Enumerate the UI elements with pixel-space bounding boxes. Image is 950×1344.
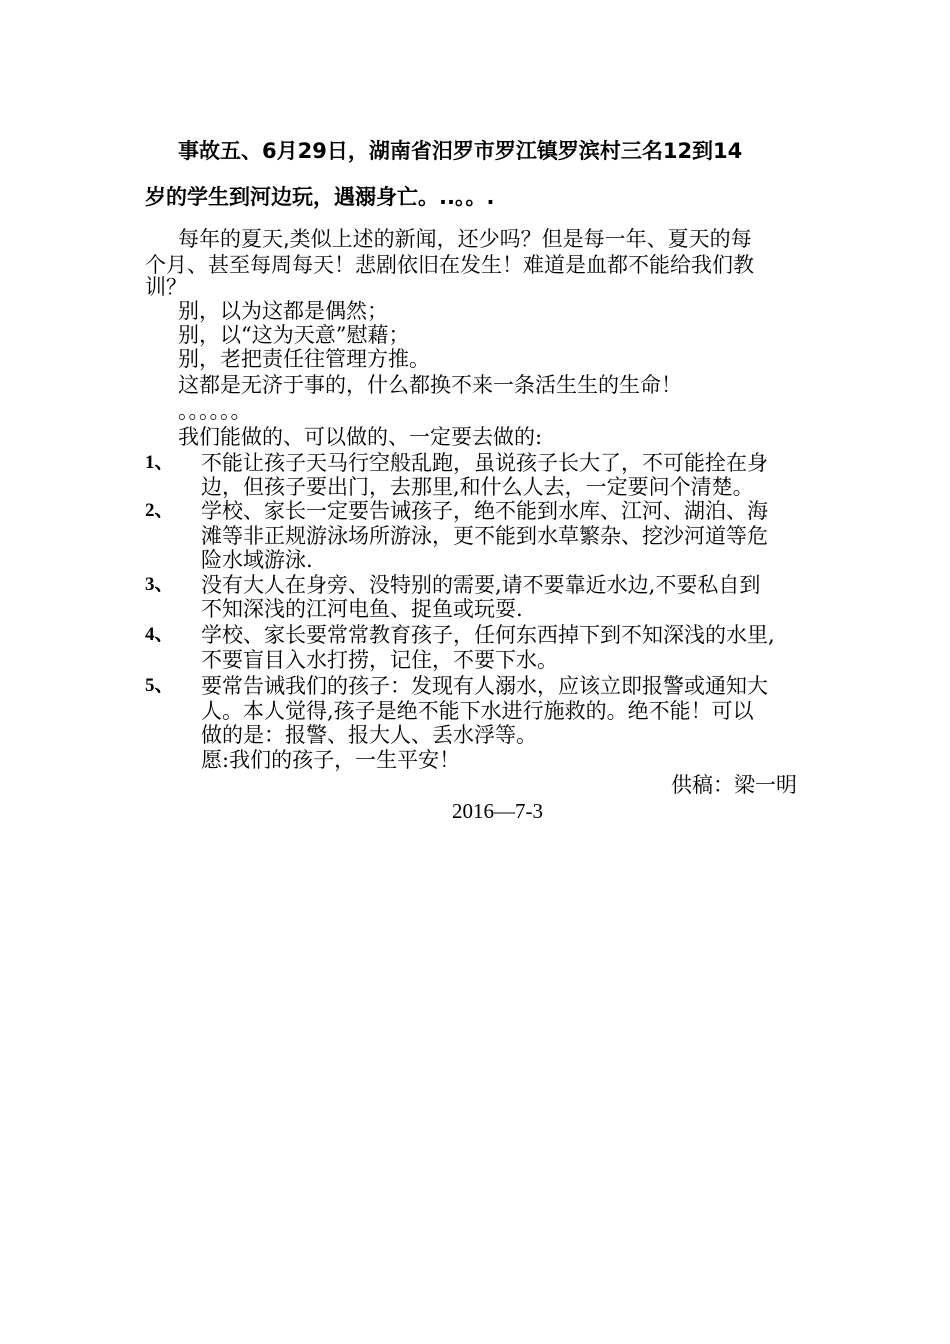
list-item-line: 不要盲目入水打捞，记住，不要下水。: [201, 648, 558, 672]
list-item-line: 学校、家长要常常教育孩子，任何东西掉下到不知深浅的水里,: [201, 623, 775, 647]
list-item-line: 险水域游泳.: [201, 548, 313, 572]
list-item-line: 滩等非正规游泳场所游泳，更不能到水草繁杂、挖沙河道等危: [201, 524, 768, 548]
list-number: 1、: [145, 452, 174, 473]
ellipsis-line: 。。。。。。: [178, 399, 252, 423]
warning-line: 别，以“这为天意”慰藉；: [178, 323, 410, 347]
warning-line: 别，以为这都是偶然；: [178, 299, 388, 323]
list-item-line: 没有大人在身旁、没特别的需要,请不要靠近水边,不要私自到: [201, 573, 761, 597]
list-number: 5、: [145, 675, 174, 696]
list-item-line: 边，但孩子要出门，去那里,和什么人去，一定要问个清楚。: [201, 475, 754, 499]
list-item-line: 不知深浅的江河电鱼、捉鱼或玩耍.: [201, 597, 523, 621]
list-item-line: 人。本人觉得,孩子是绝不能下水进行施救的。绝不能！可以: [201, 699, 754, 723]
contributor: 供稿：梁一明: [671, 773, 797, 797]
list-item-line: 不能让孩子天马行空般乱跑，虽说孩子长大了，不可能拴在身: [201, 451, 768, 475]
list-number: 4、: [145, 624, 174, 645]
list-number: 2、: [145, 500, 174, 521]
list-item-line: 学校、家长一定要告诫孩子，绝不能到水库、江河、湖泊、海: [201, 499, 768, 523]
list-item-line: 要常告诫我们的孩子：发现有人溺水，应该立即报警或通知大: [201, 674, 768, 698]
intro-line-2: 岁的学生到河边玩，遇溺身亡。..。。.: [145, 185, 495, 209]
paragraph-line-3: 训？: [145, 275, 187, 299]
list-item-line: 做的是：报警、报大人、丢水浮等。: [201, 723, 537, 747]
intro-line-1: 事故五、6月29日，湖南省汨罗市罗江镇罗滨村三名12到14: [178, 139, 743, 163]
warning-line: 这都是无济于事的，什么都换不来一条活生生的生命！: [178, 373, 682, 397]
closing-wish: 愿:我们的孩子，一生平安！: [201, 748, 461, 772]
list-intro: 我们能做的、可以做的、一定要去做的:: [178, 425, 543, 449]
warning-line: 别，老把责任往管理方推。: [178, 347, 430, 371]
date: 2016—7-3: [452, 799, 543, 823]
list-number: 3、: [145, 574, 174, 595]
paragraph-line-1: 每年的夏天,类似上述的新闻，还少吗？但是每一年、夏天的每: [178, 227, 752, 251]
paragraph-line-2: 个月、甚至每周每天！悲剧依旧在发生！难道是血都不能给我们教: [145, 253, 754, 277]
